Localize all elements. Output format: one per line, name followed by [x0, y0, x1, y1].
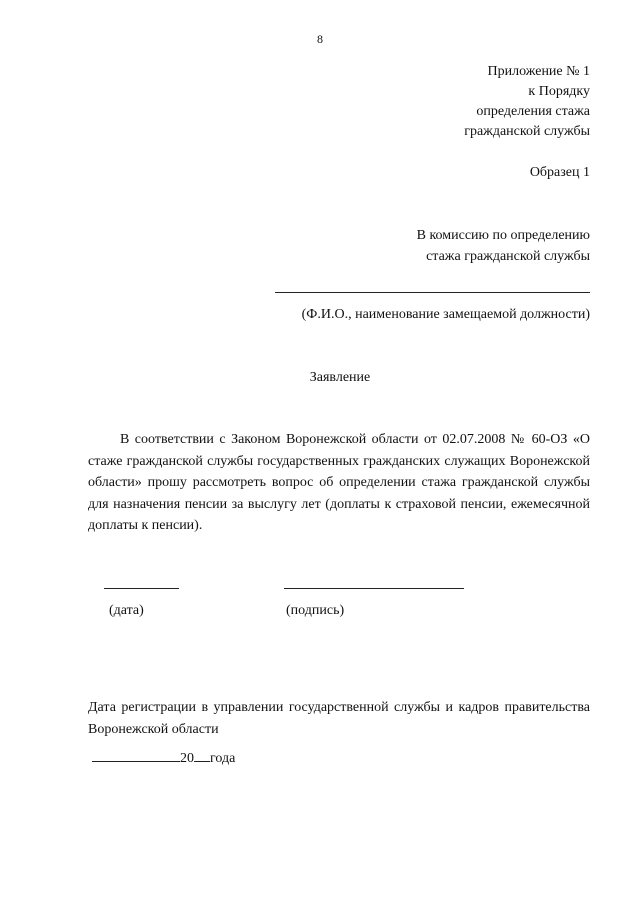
appendix-header	[464, 62, 590, 142]
appendix-line: определения стажа	[476, 104, 590, 119]
signature-blank-line	[284, 588, 464, 589]
document-heading: Заявление	[309, 370, 371, 385]
year-blank	[194, 747, 210, 762]
appendix-line: к Порядку	[528, 84, 590, 99]
date-blank-line	[104, 588, 179, 589]
appendix-line: гражданской службы	[464, 124, 590, 139]
registration-date-blank	[92, 747, 180, 762]
year-prefix: 20	[180, 751, 194, 766]
appendix-line: Приложение № 1	[487, 64, 590, 79]
addressee-line: стажа гражданской службы	[426, 249, 590, 264]
sample-label: Образец 1	[529, 165, 590, 180]
statement-body: В соответствии с Законом Воронежской области от 02.07.2008 № 60-ОЗ «О стаже гражданской службы государственных гражданских служащих Воронежской области» прошу рассмотреть вопрос об определении стажа гражданской службы для назначения пенсии за выслугу лет (доплаты к страховой пенсии, ежемесячной доплаты к пенсии).	[88, 432, 590, 533]
page-number: 8	[317, 32, 323, 46]
signature-caption: (подпись)	[286, 603, 345, 618]
addressee-block	[417, 225, 590, 267]
year-word: года	[210, 751, 236, 766]
fio-blank-line	[275, 292, 590, 293]
fio-caption: (Ф.И.О., наименование замещаемой должности)	[301, 307, 590, 322]
registration-text: Дата регистрации в управлении государственной службы и кадров правительства Воронежской области	[88, 700, 590, 737]
addressee-line: В комиссию по определению	[416, 228, 590, 243]
date-caption: (дата)	[109, 603, 144, 618]
registration-date	[92, 747, 235, 767]
